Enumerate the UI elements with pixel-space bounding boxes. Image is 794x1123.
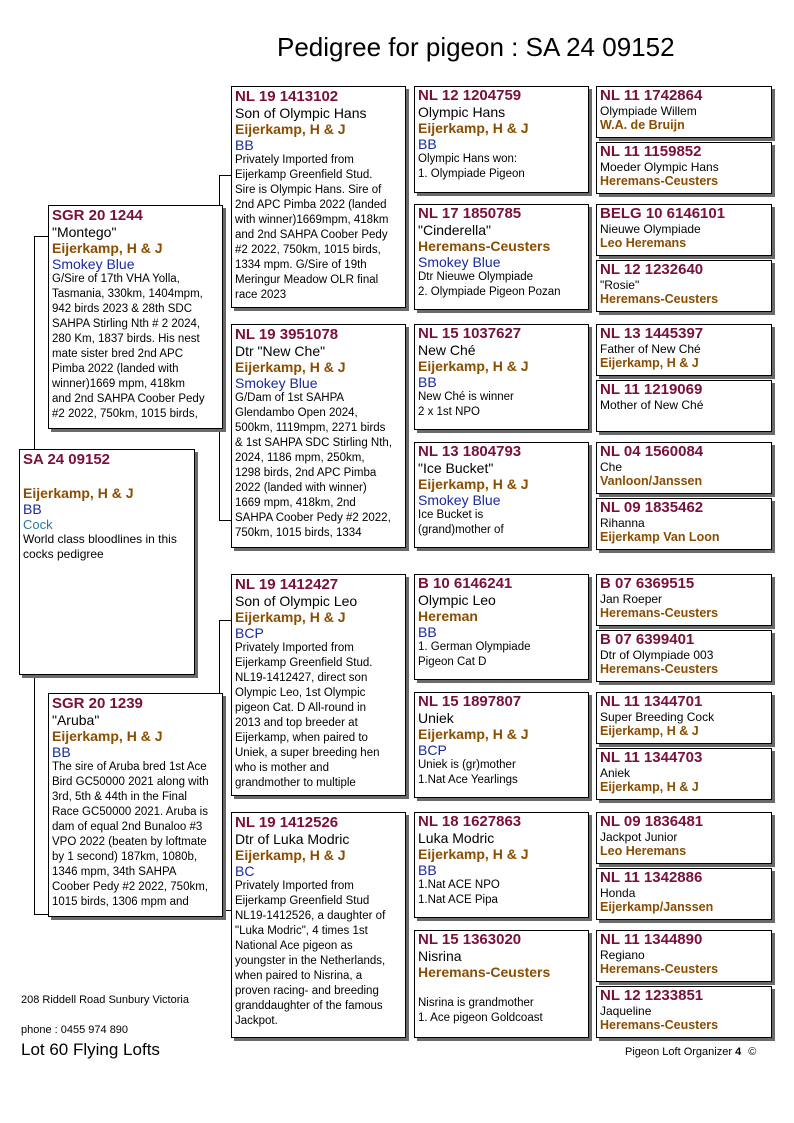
ring-number: SA 24 09152: [23, 451, 111, 468]
breeder: Leo Heremans: [600, 844, 687, 858]
pigeon-name: Father of New Ché: [600, 342, 701, 356]
ring-number: B 07 6399401: [600, 631, 695, 648]
connector-line: [34, 914, 48, 915]
pigeon-color: Smokey Blue: [418, 492, 501, 508]
gen4-card[interactable]: [596, 260, 772, 312]
gen4-card[interactable]: [596, 930, 772, 982]
gen4-card[interactable]: [596, 692, 772, 744]
pigeon-name: Uniek: [418, 710, 454, 726]
sire-card[interactable]: [48, 205, 223, 429]
breeder: Heremans-Ceusters: [600, 1018, 719, 1032]
ring-number: NL 11 1219069: [600, 381, 703, 398]
gen4-card[interactable]: [596, 380, 772, 432]
pigeon-name: Che: [600, 460, 623, 474]
breeder: W.A. de Bruijn: [600, 118, 685, 132]
pigeon-notes: 1.Nat ACE NPO 1.Nat ACE Pipa: [418, 879, 500, 906]
breeder: Eijerkamp, H & J: [52, 240, 163, 256]
ring-number: NL 15 1363020: [418, 931, 522, 948]
breeder: Eijerkamp, H & J: [418, 846, 529, 862]
breeder: Eijerkamp, H & J: [418, 476, 529, 492]
pigeon-color: BB: [418, 862, 437, 878]
breeder: Eijerkamp, H & J: [235, 847, 346, 863]
breeder: Eijerkamp, H & J: [235, 359, 346, 375]
pigeon-notes: 1. German Olympiade Pigeon Cat D: [418, 641, 531, 668]
ring-number: NL 19 1412427: [235, 576, 339, 593]
pigeon-name: "Rosie": [600, 278, 640, 292]
pigeon-name: Aniek: [600, 766, 631, 780]
gen2-card[interactable]: [231, 324, 406, 548]
ring-number: NL 11 1342886: [600, 869, 703, 886]
gen4-card[interactable]: [596, 574, 772, 626]
pigeon-notes: G/Dam of 1st SAHPA Glendambo Open 2024, 500km, 1119mpm, 2271 birds & 1st SAHPA SDC Stirling Nth, 2024, 1186 mpm, 250km, 1298 birds, 2nd APC Pimba 2022 (landed with winner) 1669 mpm, 418km, 2nd SAHPA Coober Pedy #2 2022, 750km, 1015 birds, 1334: [235, 392, 393, 539]
connector-line: [219, 520, 231, 521]
pigeon-color: BC: [235, 863, 255, 879]
ring-number: NL 12 1233851: [600, 987, 704, 1004]
gen3-card[interactable]: [414, 442, 589, 548]
gen3-card[interactable]: [414, 204, 589, 310]
ring-number: NL 17 1850785: [418, 205, 522, 222]
breeder: Eijerkamp, H & J: [600, 780, 699, 794]
pigeon-name: Honda: [600, 886, 636, 900]
breeder: Eijerkamp, H & J: [235, 609, 346, 625]
pigeon-name: Olympiade Willem: [600, 104, 697, 118]
ring-number: NL 11 1344701: [600, 693, 703, 710]
pigeon-name: Dtr "New Che": [235, 343, 326, 359]
pigeon-name: New Ché: [418, 342, 476, 358]
breeder: Eijerkamp, H & J: [418, 358, 529, 374]
pigeon-name: Dtr of Luka Modric: [235, 831, 350, 847]
breeder: Eijerkamp, H & J: [235, 121, 346, 137]
ring-number: NL 11 1159852: [600, 143, 702, 160]
ring-number: NL 19 1413102: [235, 88, 339, 105]
gen4-card[interactable]: [596, 630, 772, 682]
pigeon-name: Regiano: [600, 948, 645, 962]
pigeon-name: Dtr of Olympiade 003: [600, 648, 714, 662]
connector-line: [34, 236, 48, 237]
gen4-card[interactable]: [596, 812, 772, 864]
connector-line: [219, 620, 231, 621]
pigeon-name: Son of Olympic Leo: [235, 593, 358, 609]
loft-phone: phone : 0455 974 890: [21, 1024, 129, 1036]
pigeon-name: Olympic Leo: [418, 592, 496, 608]
gen4-card[interactable]: [596, 748, 772, 800]
pigeon-name: "Cinderella": [418, 222, 491, 238]
breeder: Heremans-Ceusters: [600, 662, 719, 676]
gen4-card[interactable]: [596, 86, 772, 138]
ring-number: NL 11 1344890: [600, 931, 703, 948]
pigeon-notes: Nisrina is grandmother 1. Ace pigeon Goldcoast: [418, 997, 543, 1024]
breeder: Eijerkamp, H & J: [52, 728, 163, 744]
gen3-card[interactable]: [414, 930, 589, 1038]
ring-number: SGR 20 1239: [52, 695, 143, 712]
gen2-card[interactable]: [231, 86, 406, 308]
pigeon-color: BB: [23, 501, 42, 517]
gen4-card[interactable]: [596, 442, 772, 494]
pigeon-name: Rihanna: [600, 516, 645, 530]
breeder: Vanloon/Janssen: [600, 474, 703, 488]
ring-number: SGR 20 1244: [52, 207, 143, 224]
ring-number: B 07 6369515: [600, 575, 695, 592]
pigeon-notes: New Ché is winner 2 x 1st NPO: [418, 391, 514, 418]
pigeon-notes: Privately Imported from Eijerkamp Greenfield Stud NL19-1412526, a daughter of "Luka Modric", 4 times 1st National Ace pigeon as youngster in the Netherlands, when paired to Nisrina, a proven racing- and breeding granddaughter of the famous Jackpot.: [235, 880, 386, 1027]
ring-number: NL 15 1037627: [418, 325, 522, 342]
loft-name: Lot 60 Flying Lofts: [21, 1040, 160, 1059]
connector-line: [219, 175, 231, 176]
pigeon-color: BCP: [235, 625, 264, 641]
ring-number: NL 15 1897807: [418, 693, 522, 710]
gen2-card[interactable]: [231, 812, 406, 1038]
breeder: Eijerkamp, H & J: [600, 724, 699, 738]
ring-number: NL 11 1742864: [600, 87, 703, 104]
breeder: Heremans-Ceusters: [600, 174, 719, 188]
ring-number: B 10 6146241: [418, 575, 513, 592]
pigeon-color: BB: [52, 744, 71, 760]
gen4-card[interactable]: [596, 204, 772, 256]
ring-number: NL 12 1204759: [418, 87, 522, 104]
pigeon-notes: Ice Bucket is (grand)mother of: [418, 509, 504, 536]
pigeon-name: "Aruba": [52, 712, 100, 728]
breeder: Eijerkamp, H & J: [23, 485, 134, 501]
pigeon-notes: Dtr Nieuwe Olympiade 2. Olympiade Pigeon Pozan: [418, 271, 561, 298]
gen2-card[interactable]: [231, 574, 406, 796]
pigeon-color: BB: [418, 136, 437, 152]
pigeon-color: BB: [418, 374, 437, 390]
ring-number: NL 12 1232640: [600, 261, 704, 278]
ring-number: NL 04 1560084: [600, 443, 704, 460]
pigeon-color: Smokey Blue: [235, 375, 318, 391]
breeder: Heremans-Ceusters: [600, 292, 719, 306]
pigeon-name: Nieuwe Olympiade: [600, 222, 701, 236]
ring-number: NL 18 1627863: [418, 813, 522, 830]
pigeon-name: Jackpot Junior: [600, 830, 678, 844]
gen3-card[interactable]: [414, 86, 589, 193]
pigeon-name: "Ice Bucket": [418, 460, 494, 476]
ring-number: BELG 10 6146101: [600, 205, 726, 222]
pigeon-color: [418, 980, 585, 996]
breeder: Heremans-Ceusters: [600, 606, 719, 620]
ring-number: NL 19 3951078: [235, 326, 339, 343]
dam-card[interactable]: [48, 693, 223, 917]
pigeon-color: BB: [235, 137, 254, 153]
pigeon-name: Jan Roeper: [600, 592, 663, 606]
pigeon-color: BCP: [418, 742, 447, 758]
pigeon-notes: World class bloodlines in this cocks pedigree: [23, 532, 177, 561]
gen3-card[interactable]: [414, 574, 589, 680]
breeder: Eijerkamp, H & J: [418, 726, 529, 742]
breeder: Eijerkamp Van Loon: [600, 530, 720, 544]
pigeon-notes: The sire of Aruba bred 1st Ace Bird GC50000 2021 along with 3rd, 5th & 44th in the Final Race GC50000 2021. Aruba is dam of equal 2nd Bunaloo #3 VPO 2022 (beaten by loftmate by 1 second) 187km, 1080b, 1346 mpm, 34th SAHPA Coober Pedy #2 2022, 750km, 1015 birds, 1306 mpm and: [52, 761, 209, 908]
breeder: Heremans-Ceusters: [418, 238, 551, 254]
pigeon-name: Nisrina: [418, 948, 462, 964]
breeder: Heremans-Ceusters: [418, 964, 551, 980]
breeder: Leo Heremans: [600, 236, 687, 250]
pigeon-name: "Montego": [52, 224, 117, 240]
gen3-card[interactable]: [414, 812, 589, 918]
subject-card[interactable]: [19, 449, 195, 675]
ring-number: NL 13 1445397: [600, 325, 704, 342]
copyright-symbol: ©: [748, 1046, 757, 1058]
pigeon-color: Smokey Blue: [418, 254, 501, 270]
pigeon-name: Moeder Olympic Hans: [600, 160, 719, 174]
pigeon-notes: Olympic Hans won: 1. Olympiade Pigeon: [418, 153, 525, 180]
pigeon-color: BB: [418, 624, 437, 640]
connector-line: [34, 236, 35, 450]
gen3-card[interactable]: [414, 324, 589, 430]
ring-number: NL 09 1835462: [600, 499, 704, 516]
gen3-card[interactable]: [414, 692, 589, 798]
pigeon-color: Smokey Blue: [52, 256, 135, 272]
pigeon-notes: Uniek is (gr)mother 1.Nat Ace Yearlings: [418, 759, 518, 786]
pigeon-sex: Cock: [23, 517, 53, 532]
gen4-card[interactable]: [596, 142, 772, 194]
ring-number: NL 11 1344703: [600, 749, 703, 766]
page-title: Pedigree for pigeon : SA 24 09152: [277, 32, 675, 62]
connector-line: [34, 674, 35, 914]
breeder: Eijerkamp/Janssen: [600, 900, 714, 914]
pigeon-name: Jaqueline: [600, 1004, 652, 1018]
pigeon-notes: Privately Imported from Eijerkamp Greenfield Stud. NL19-1412427, direct son Olympic Leo, 1st Olympic pigeon Cat. D All-round in 2013 and top breeder at Eijerkamp, when paired to Uniek, a super breeding hen who is mother and grandmother to multiple: [235, 642, 380, 789]
gen4-card[interactable]: [596, 498, 772, 550]
breeder: Hereman: [418, 608, 478, 624]
gen4-card[interactable]: [596, 986, 772, 1038]
ring-number: NL 13 1804793: [418, 443, 522, 460]
pigeon-name: Olympic Hans: [418, 104, 506, 120]
pigeon-notes: G/Sire of 17th VHA Yolla, Tasmania, 330km, 1404mpm, 942 birds 2023 & 28th SDC SAHPA Stirling Nth # 2 2024, 280 Km, 1837 birds. His nest mate sister bred 2nd APC Pimba 2022 (landed with winner)1669 mpm, 418km and 2nd SAHPA Coober Pedy #2 2022, 750km, 1015 birds,: [52, 273, 205, 420]
pigeon-name: Mother of New Ché: [600, 398, 704, 412]
gen4-card[interactable]: [596, 868, 772, 920]
software-name: Pigeon Loft Organizer: [625, 1046, 733, 1058]
ring-number: NL 19 1412526: [235, 814, 339, 831]
pigeon-notes: Privately Imported from Eijerkamp Greenfield Stud. Sire is Olympic Hans. Sire of 2nd APC Pimba 2022 (landed with winner)1669mpm, 418km and 2nd SAHPA Coober Pedy #2 2022, 750km, 1015 birds, 1334 mpm. G/Sire of 19th Meringur Meadow OLR final race 2023: [235, 154, 389, 301]
loft-address: 208 Riddell Road Sunbury Victoria: [21, 994, 189, 1006]
pigeon-name: Son of Olympic Hans: [235, 105, 367, 121]
breeder: Eijerkamp, H & J: [418, 120, 529, 136]
pigeon-name: Super Breeding Cock: [600, 710, 715, 724]
breeder: Eijerkamp, H & J: [600, 356, 699, 370]
ring-number: NL 09 1836481: [600, 813, 704, 830]
software-version: 4: [735, 1046, 742, 1058]
pigeon-name: Luka Modric: [418, 830, 495, 846]
gen4-card[interactable]: [596, 324, 772, 376]
breeder: Heremans-Ceusters: [600, 962, 719, 976]
software-credit: [625, 1046, 756, 1058]
